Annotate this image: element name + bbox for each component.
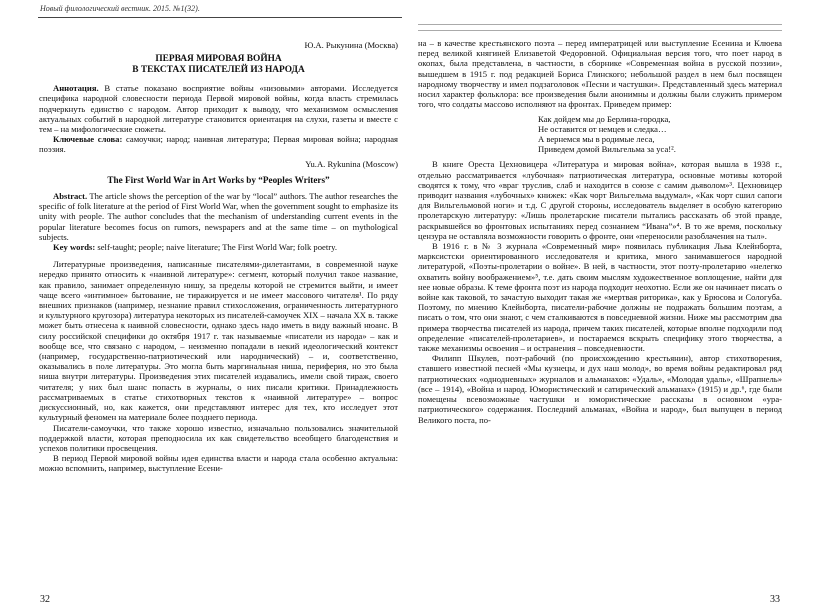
keywords-en-label: Key words: bbox=[53, 242, 96, 253]
poem-line: А вернемся мы в родимые леса, bbox=[538, 134, 655, 145]
page-number-right: 33 bbox=[770, 594, 780, 605]
body-paragraph: В книге Ореста Цехновицера «Литература и мировая война», которая вышла в 1938 г., отдельно рассматривается «лубочная» патриотическая литература, основные мотивы которой сводятся к тому, что «враг труслив, слаб и находится в союзе с самим дьяволом»³. Цехновицер приводит названия «лубочных» книжек: «Как чорт Вильгельма выдумал», «Как чорт сшил сапоги для Вильгельмовой ноги» и т.д. С другой стороны, исследователь выделяет в особую категорию пролетарскую литературу: «Лишь пролетарские писатели пытались рассказать об этой правде, раскрывшейся во фронтовых испытаниях перед сознанием “Ивана”»⁴. В то же время, поскольку цензура не оставляла возможности говорить о фронте, они «переносили разоблачения на тыл». bbox=[418, 159, 782, 241]
keywords-en bbox=[39, 242, 398, 252]
abstract-ru-text: В статье показано восприятие войны «низовыми» авторами. Исследуется специфика народной словесности периода Первой мировой войны, когда власть стремилась подчеркнуть единство с народом. Автор приходит к выводу, что механизмом осмысления актуальных событий в народной литературе становится ориентация на слухи, газеты и вместе с тем – на мифологические сюжеты. bbox=[39, 83, 398, 135]
poem-quote bbox=[538, 114, 782, 154]
body-paragraph: на – в качестве крестьянского поэта – перед императрицей или выступление Есенина и Клюева перед великой княгиней Елизаветой Федоровной. Официальная версия того, что поет народ в окопах, была представлена, в частности, в сборнике «Современная война в русской поэзии», вышедшем в 1915 г. под редакцией Бориса Глинского; небольшой раздел в нем был посвящен народному творчеству и имел подзаголовок «Песни и частушки». Представленный здесь материал носил характер фольклора: все произведения были анонимны и должны были служить примером того, что солдаты массово исполняют на фронтах. Приведем пример: bbox=[418, 38, 782, 110]
title-ru-line-2: В ТЕКСТАХ ПИСАТЕЛЕЙ ИЗ НАРОДА bbox=[132, 65, 305, 76]
abstract-ru bbox=[39, 83, 398, 134]
poem-line: Как дойдем мы до Берлина-городка, bbox=[538, 114, 671, 125]
running-header: Новый филологический вестник. 2015. №1(32). bbox=[40, 4, 200, 13]
article-title-en: The First World War in Art Works by “Peoples Writers” bbox=[107, 174, 330, 185]
body-paragraph: В 1916 г. в № 3 журнала «Современный мир» появилась публикация Льва Клейнборта, марксистски ориентированного исследователя и критика, много занимавшегося народной литературой, «Поэты-пролетарии о войне». В ней, в частности, этот поэту-пролетарию «нелегко охватить войну воображением»⁵, т.е. дать своим мыслям художественное воплощение, найти для нее новые образы. К теме фронта поэт из народа подходит неохотно. Если же он начинает писать о войне как таковой, то зачастую выходит такая же «мертвая риторика», как у Брюсова и Сологуба. Поэтому, по мнению Клейнборта, писатели-рабочие должны не подражать большим поэтам, а писать о том, что они знают, с чем сталкиваются в повседневной жизни. Ниже мы рассмотрим два примера творчества писателей из народа, причем таких писателей, которые вполне подходили под определение «писателей-пролетариев», и постараемся вскрыть специфику этого творчества, а также механизмы освоения – и остранения – повседневности. bbox=[418, 241, 782, 354]
page-number-left: 32 bbox=[40, 594, 50, 605]
poem-line: Приведем домой Вильгельма за уса!². bbox=[538, 144, 676, 155]
left-column bbox=[39, 40, 398, 474]
header-rule bbox=[38, 17, 402, 18]
article-title-ru bbox=[39, 54, 398, 76]
abstract-en-text: The article shows the perception of the war by “local” authors. The author researches the specific of folk literature at the period of First World War, when the government sought to emphasize its unity with people. The author concludes that the mechanism of understanding current events in the popular literature becomes focus on rumors, newspapers and at the same time – on mythological subjects. bbox=[39, 191, 398, 242]
body-paragraph: Филипп Шкулев, поэт-рабочий (по происхождению крестьянин), автор стихотворения, ставшего известной песней «Мы кузнецы, и дух наш молод», во время войны редактировал ряд патриотических «однодневных» журналов и альманахов: «Удаль», «Молодая удаль», «Шрапнель» (все – 1914), «Война и народ. Юмористический и сатирический альманах» (1915) и др.⁶, где были помещены всевозможные частушки и юмористические рассказы в основном «ура-патриотического» содержания. Последний альманах, «Война и народ», был выпущен в период Великого поста, по- bbox=[418, 353, 782, 425]
body-paragraph: В период Первой мировой войны идея единства власти и народа стала особенно актуальна: можно вспомнить, например, выступление Есени- bbox=[39, 453, 398, 474]
keywords-ru-label: Ключевые слова: bbox=[53, 134, 123, 145]
abstract-ru-label: Аннотация. bbox=[53, 83, 99, 94]
header-ornament bbox=[418, 24, 782, 31]
keywords-en-text: self-taught; people; naive literature; The First World War; folk poetry. bbox=[95, 242, 337, 253]
title-ru-line-1: ПЕРВАЯ МИРОВАЯ ВОЙНА bbox=[155, 54, 282, 65]
keywords-ru-text: самоучки; народ; наивная литература; Первая мировая война; народная поэзия. bbox=[39, 134, 398, 155]
abstract-en-label: Abstract. bbox=[53, 191, 88, 202]
body-paragraph: Литературные произведения, написанные писателями-дилетантами, в современной науке нередко принято относить к «наивной литературе»: сегмент, который получил такое название, как правило, занимает определенную нишу, за пределы которой не стремится выйти, и имеет чаще всего «интимное» бытование, не тиражируется и не имеет массового читателя¹. По ряду внешних признаков (например, незнание правил стихосложения, ограниченность литературного и культурного кругозора) литература некоторых из писателей-самоучек XIX – начала XX в. также может быть отнесена к наивной словесности, однако здесь надо иметь в виду важный нюанс. В силу российской специфики до октября 1917 г. так называемые «писатели из народа» – как и вообще все, что связано с народом, – неизменно попадали в некий идеологический контекст (например, государственно-патриотический или народнический) – и, соответственно, оказывались в поле литературы. Это могла быть маргинальная ниша, периферия, но это была ниша внутри литературы. Произведения этих писателей издавались, имели свой тираж, своего читателя; у них был шанс попасть в журналы, о них писали критики. Принадлежность рассматриваемых в статье стихотворных текстов к «наивной литературе» – вопрос дискуссионный, но, как кажется, они представляют интерес для тех, кто исследует этот культурный феномен на материале более позднего периода. bbox=[39, 259, 398, 423]
abstract-en bbox=[39, 191, 398, 242]
keywords-ru bbox=[39, 134, 398, 154]
author-en: Yu.A. Rykunina (Moscow) bbox=[305, 158, 398, 169]
author-ru: Ю.А. Рыкунина (Москва) bbox=[304, 40, 398, 50]
body-paragraph: Писатели-самоучки, что также хорошо известно, изначально пользовались значительной поддержкой власти, которая преподносила их как свидетельство всеобщего благоденствия и успехов политики просвещения. bbox=[39, 422, 398, 453]
poem-line: Не оставится от немцев и следка… bbox=[538, 124, 667, 135]
right-column bbox=[418, 38, 782, 425]
right-page bbox=[410, 0, 820, 609]
